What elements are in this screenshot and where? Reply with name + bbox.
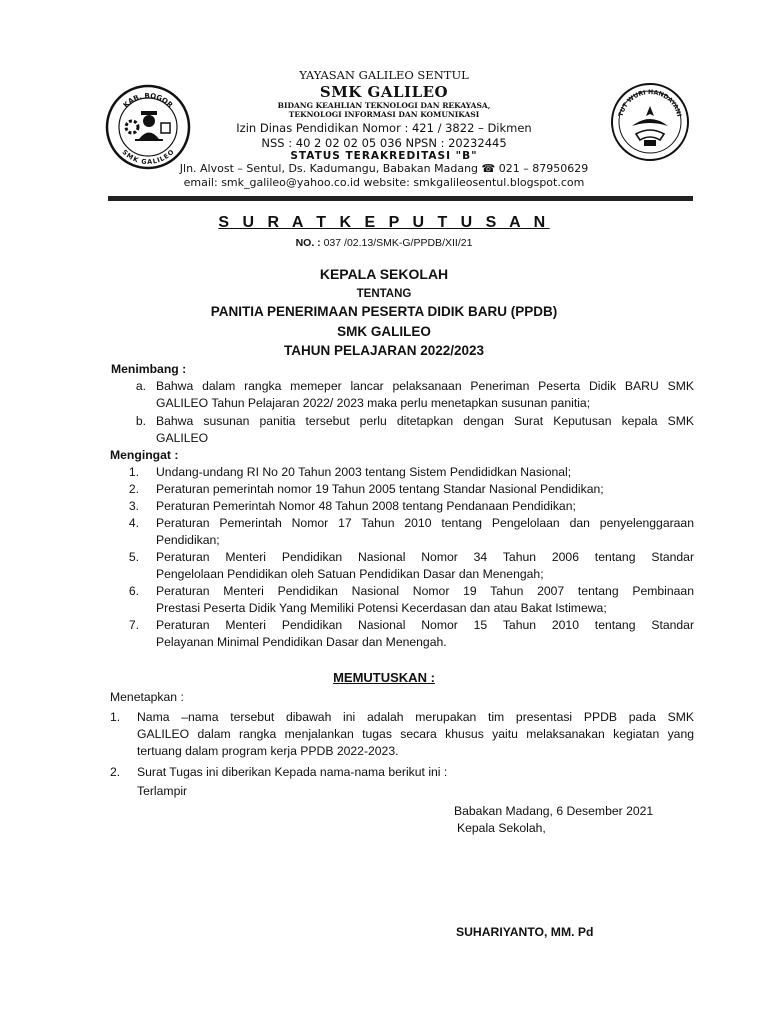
list-item-line: GALILEO [156, 431, 209, 445]
list-marker: 1. [128, 465, 139, 479]
list-marker: 1. [110, 710, 121, 724]
list-item-line: Peraturan Pemerintah Nomor 48 Tahun 2008 tentang Pendanaan Pendidikan; [156, 499, 576, 513]
list-item-line: Undang-undang RI No 20 Tahun 2003 tentang Sistem Pendididkan Nasional; [156, 465, 572, 479]
document-number-label: NO. : [295, 237, 321, 249]
list-item-line: Peraturan Menteri Pendidikan Nasional Nomor 15 Tahun 2010 tentang Standar [156, 618, 694, 632]
recalling-heading: Mengingat : [110, 448, 179, 462]
list-marker: 4. [128, 516, 139, 530]
list-item-line: Peraturan Pemerintah Nomor 17 Tahun 2010 tentang Pengelolaan dan penyelenggaraan [156, 516, 694, 530]
list-item-line: Peraturan Menteri Pendidikan Nasional Nomor 34 Tahun 2006 tentang Standar [156, 550, 694, 564]
list-item-line: tertuang dalam program kerja PPDB 2022-2023. [137, 744, 399, 758]
list-item-line: GALILEO dalam rangka menjalankan tugas secara khusus yaitu melaksanakan kegiatan yang [137, 727, 694, 741]
decision-heading: MEMUTUSKAN : [333, 670, 435, 685]
set-label: Menetapkan : [110, 690, 184, 704]
logo-motto: TUT WURI HANDAYANI [617, 88, 683, 118]
list-item-line: Bahwa susunan panitia tersebut perlu ditetapkan dengan Surat Keputusan kepala SMK [156, 414, 694, 428]
considering-heading: Menimbang : [111, 362, 187, 376]
list-item-line: Pendidikan; [156, 533, 220, 547]
list-item-line: Peraturan Menteri Pendidikan Nasional Nomor 19 Tahun 2007 tentang Pembinaan [156, 584, 694, 598]
accreditation-status: STATUS TERAKREDITASI "B" [290, 150, 478, 162]
list-item-line: Prestasi Peserta Didik Yang Memiliki Potensi Kecerdasan dan atau Bakat Istimewa; [156, 601, 607, 615]
place-date: Babakan Madang, 6 Desember 2021 [454, 804, 654, 818]
list-marker: 3. [128, 499, 139, 513]
field-line-2: TEKNOLOGI INFORMASI DAN KOMUNIKASI [288, 110, 480, 119]
nss-npsn: NSS : 40 2 02 02 05 036 NPSN : 20232445 [261, 136, 507, 150]
signer-role: Kepala Sekolah, [457, 821, 546, 835]
signer-name: SUHARIYANTO, MM. Pd [456, 925, 594, 939]
field-line-1: BIDANG KEAHLIAN TEKNOLOGI DAN REKAYASA, [277, 101, 491, 110]
about-label: TENTANG [356, 288, 412, 300]
document-number [0, 237, 768, 249]
school-address: Jln. Alvost – Sentul, Ds. Kadumangu, Babakan Madang ☎ 021 – 87950629 [179, 162, 589, 175]
logo-text-bottom: SMK GALILEO [120, 148, 176, 167]
subject-title: PANITIA PENERIMAAN PESERTA DIDIK BARU (PPDB) [210, 304, 558, 319]
list-item-line: Pengelolaan Pendidikan oleh Satuan Pendidikan Dasar dan Menengah; [156, 567, 544, 581]
issuer-heading: KEPALA SEKOLAH [319, 266, 449, 282]
list-item-line: GALILEO Tahun Pelajaran 2022/ 2023 maka perlu menetapkan susunan panitia; [156, 396, 591, 410]
document-number-value: 037 /02.13/SMK-G/PPDB/XII/21 [320, 237, 473, 249]
list-marker: 6. [128, 584, 139, 598]
logo-text-top: KAB. BOGOR [121, 91, 175, 110]
list-marker: a. [135, 379, 146, 393]
list-marker: b. [135, 414, 146, 428]
document-title: S U R A T K E P U T U S A N [218, 214, 550, 231]
list-item-line: Peraturan pemerintah nomor 19 Tahun 2005 tentang Standar Nasional Pendidikan; [156, 482, 604, 496]
foundation-name: YAYASAN GALILEO SENTUL [299, 68, 469, 82]
list-item-line: Surat Tugas ini diberikan Kepada nama-nama berikut ini : [137, 765, 448, 779]
list-marker: 2. [128, 482, 139, 496]
list-item-line: Bahwa dalam rangka memeper lancar pelaksanaan Peneriman Peserta Didik BARU SMK [156, 379, 694, 393]
contact-email-website: email: smk_galileo@yahoo.co.id website: smkgalileosentul.blogspot.com [183, 176, 585, 189]
letterhead-divider [108, 196, 693, 201]
list-item-line: Pelayanan Minimal Pendidikan Dasar dan Menengah. [156, 635, 447, 649]
subject-year: TAHUN PELAJARAN 2022/2023 [283, 343, 485, 358]
list-item-line: Nama –nama tersebut dibawah ini adalah merupakan tim presentasi PPDB pada SMK [137, 710, 694, 724]
list-marker: 2. [110, 765, 121, 779]
list-marker: 5. [128, 550, 139, 564]
list-item-line: Terlampir [137, 784, 188, 798]
permit-number: Izin Dinas Pendidikan Nomor : 421 / 3822 – Dikmen [236, 121, 532, 135]
list-marker: 7. [128, 618, 139, 632]
subject-school: SMK GALILEO [337, 324, 431, 339]
school-name: SMK GALILEO [319, 83, 449, 101]
